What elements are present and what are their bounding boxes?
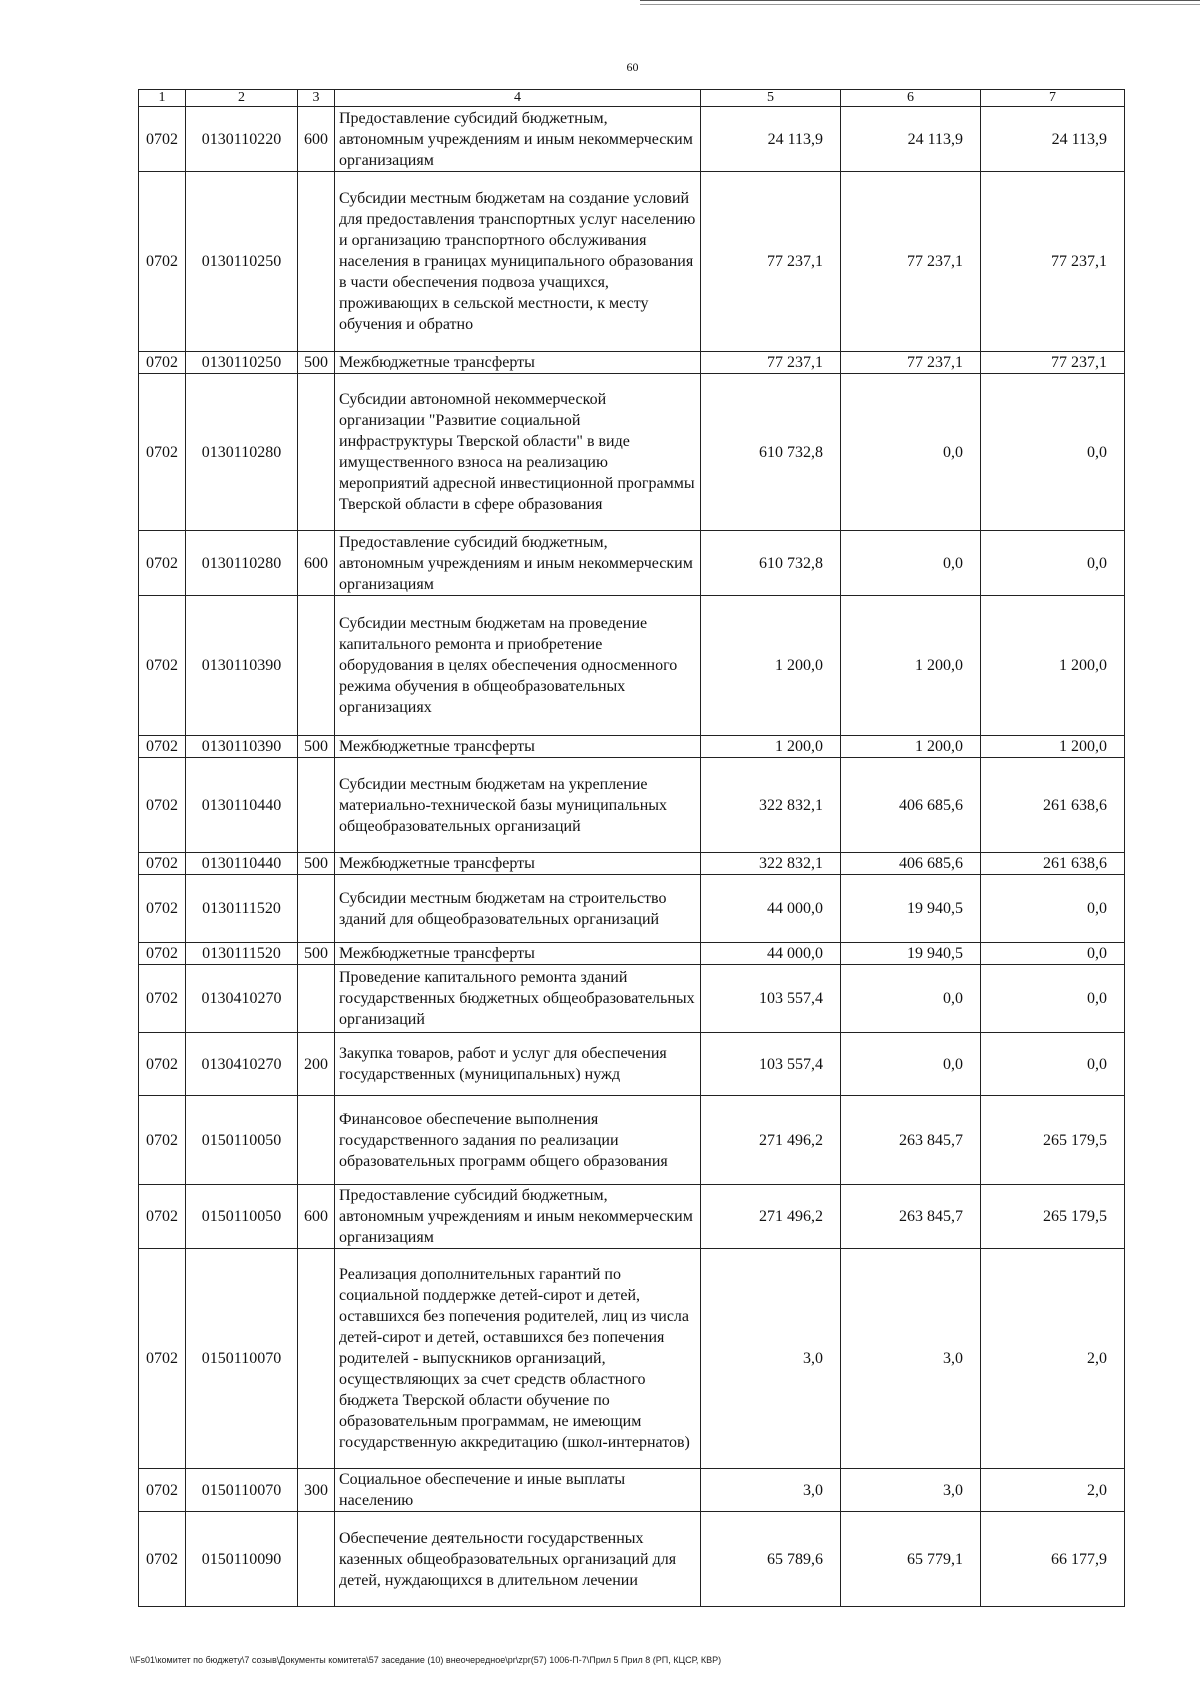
cell-col-4: Субсидии автономной некоммерческой организации "Развитие социальной инфраструктуры Тверской области" в виде имущественного взноса на реализацию мероприятий адресной инвестиционной программы Тверской области в сфере образования <box>335 374 701 531</box>
cell-col-1: 0702 <box>139 374 186 531</box>
cell-col-4: Закупка товаров, работ и услуг для обеспечения государственных (муниципальных) нужд <box>335 1033 701 1096</box>
header-cell: 2 <box>186 90 298 107</box>
header-cell: 3 <box>298 90 335 107</box>
cell-col-4: Межбюджетные трансферты <box>335 352 701 374</box>
cell-col-5: 24 113,9 <box>701 107 841 172</box>
cell-col-2: 0130410270 <box>186 1033 298 1096</box>
cell-col-5: 322 832,1 <box>701 758 841 853</box>
cell-col-5: 3,0 <box>701 1469 841 1512</box>
cell-col-2: 0130410270 <box>186 965 298 1033</box>
cell-col-2: 0130110250 <box>186 352 298 374</box>
cell-col-1: 0702 <box>139 596 186 736</box>
cell-col-2: 0130110390 <box>186 596 298 736</box>
cell-col-6: 406 685,6 <box>841 853 981 875</box>
cell-col-7: 2,0 <box>981 1249 1125 1469</box>
cell-col-5: 44 000,0 <box>701 875 841 943</box>
cell-col-3 <box>298 1096 335 1185</box>
table-row <box>139 736 1125 758</box>
page-number: 60 <box>626 60 639 74</box>
cell-col-7: 2,0 <box>981 1469 1125 1512</box>
cell-col-5: 1 200,0 <box>701 736 841 758</box>
header-cell: 7 <box>981 90 1125 107</box>
cell-col-4: Финансовое обеспечение выполнения государственного задания по реализации образовательных программ общего образования <box>335 1096 701 1185</box>
table-row <box>139 596 1125 736</box>
cell-col-4: Субсидии местным бюджетам на создание условий для предоставления транспортных услуг населению и организацию транспортного обслуживания населения в границах муниципального образования в части обеспечения подвоза учащихся, проживающих в сельской местности, к месту обучения и обратно <box>335 172 701 352</box>
cell-col-7: 0,0 <box>981 943 1125 965</box>
cell-col-6: 0,0 <box>841 531 981 596</box>
cell-col-1: 0702 <box>139 853 186 875</box>
cell-col-4: Предоставление субсидий бюджетным, автономным учреждениям и иным некоммерческим организациям <box>335 107 701 172</box>
cell-col-4: Межбюджетные трансферты <box>335 736 701 758</box>
cell-col-4: Межбюджетные трансферты <box>335 943 701 965</box>
table-row <box>139 943 1125 965</box>
cell-col-1: 0702 <box>139 107 186 172</box>
scan-top-edge-line <box>640 0 1200 5</box>
cell-col-2: 0130110250 <box>186 172 298 352</box>
cell-col-5: 103 557,4 <box>701 965 841 1033</box>
cell-col-7: 265 179,5 <box>981 1096 1125 1185</box>
table-row <box>139 531 1125 596</box>
cell-col-3 <box>298 965 335 1033</box>
cell-col-1: 0702 <box>139 875 186 943</box>
cell-col-5: 103 557,4 <box>701 1033 841 1096</box>
cell-col-2: 0130110440 <box>186 853 298 875</box>
cell-col-3 <box>298 596 335 736</box>
cell-col-1: 0702 <box>139 943 186 965</box>
cell-col-2: 0150110090 <box>186 1512 298 1607</box>
cell-col-3: 600 <box>298 107 335 172</box>
cell-col-6: 19 940,5 <box>841 875 981 943</box>
cell-col-2: 0130110280 <box>186 531 298 596</box>
table-header-row <box>139 90 1125 107</box>
cell-col-1: 0702 <box>139 758 186 853</box>
cell-col-6: 3,0 <box>841 1249 981 1469</box>
cell-col-6: 263 845,7 <box>841 1185 981 1249</box>
cell-col-2: 0130111520 <box>186 943 298 965</box>
cell-col-6: 77 237,1 <box>841 352 981 374</box>
cell-col-7: 66 177,9 <box>981 1512 1125 1607</box>
table-row <box>139 1249 1125 1469</box>
cell-col-3: 600 <box>298 1185 335 1249</box>
cell-col-7: 0,0 <box>981 965 1125 1033</box>
cell-col-5: 77 237,1 <box>701 352 841 374</box>
cell-col-2: 0150110070 <box>186 1469 298 1512</box>
cell-col-4: Субсидии местным бюджетам на проведение капитального ремонта и приобретение оборудования в целях обеспечения односменного режима обучения в общеобразовательных организациях <box>335 596 701 736</box>
cell-col-7: 77 237,1 <box>981 352 1125 374</box>
cell-col-3 <box>298 875 335 943</box>
cell-col-2: 0130111520 <box>186 875 298 943</box>
cell-col-7: 77 237,1 <box>981 172 1125 352</box>
cell-col-1: 0702 <box>139 736 186 758</box>
cell-col-4: Предоставление субсидий бюджетным, автономным учреждениям и иным некоммерческим организациям <box>335 531 701 596</box>
cell-col-1: 0702 <box>139 1033 186 1096</box>
table-row <box>139 758 1125 853</box>
cell-col-5: 610 732,8 <box>701 531 841 596</box>
cell-col-6: 0,0 <box>841 965 981 1033</box>
cell-col-4: Обеспечение деятельности государственных казенных общеобразовательных организаций для детей, нуждающихся в длительном лечении <box>335 1512 701 1607</box>
cell-col-1: 0702 <box>139 1512 186 1607</box>
cell-col-7: 0,0 <box>981 531 1125 596</box>
cell-col-2: 0150110070 <box>186 1249 298 1469</box>
cell-col-4: Субсидии местным бюджетам на строительство зданий для общеобразовательных организаций <box>335 875 701 943</box>
cell-col-4: Предоставление субсидий бюджетным, автономным учреждениям и иным некоммерческим организациям <box>335 1185 701 1249</box>
table-row <box>139 1033 1125 1096</box>
table-row <box>139 1512 1125 1607</box>
cell-col-3: 500 <box>298 853 335 875</box>
cell-col-3 <box>298 1249 335 1469</box>
table-row <box>139 374 1125 531</box>
table-row <box>139 875 1125 943</box>
cell-col-6: 65 779,1 <box>841 1512 981 1607</box>
cell-col-2: 0130110280 <box>186 374 298 531</box>
cell-col-5: 44 000,0 <box>701 943 841 965</box>
cell-col-6: 1 200,0 <box>841 736 981 758</box>
cell-col-4: Социальное обеспечение и иные выплаты населению <box>335 1469 701 1512</box>
cell-col-1: 0702 <box>139 1185 186 1249</box>
cell-col-3 <box>298 374 335 531</box>
cell-col-6: 406 685,6 <box>841 758 981 853</box>
cell-col-5: 3,0 <box>701 1249 841 1469</box>
cell-col-7: 265 179,5 <box>981 1185 1125 1249</box>
cell-col-6: 0,0 <box>841 1033 981 1096</box>
table-row <box>139 172 1125 352</box>
cell-col-6: 3,0 <box>841 1469 981 1512</box>
cell-col-2: 0130110440 <box>186 758 298 853</box>
cell-col-3: 200 <box>298 1033 335 1096</box>
cell-col-5: 65 789,6 <box>701 1512 841 1607</box>
cell-col-7: 261 638,6 <box>981 758 1125 853</box>
header-cell: 1 <box>139 90 186 107</box>
cell-col-2: 0150110050 <box>186 1185 298 1249</box>
cell-col-1: 0702 <box>139 965 186 1033</box>
cell-col-6: 1 200,0 <box>841 596 981 736</box>
cell-col-7: 24 113,9 <box>981 107 1125 172</box>
cell-col-7: 1 200,0 <box>981 736 1125 758</box>
cell-col-1: 0702 <box>139 1096 186 1185</box>
table-row <box>139 1469 1125 1512</box>
cell-col-5: 322 832,1 <box>701 853 841 875</box>
cell-col-5: 1 200,0 <box>701 596 841 736</box>
table-row <box>139 1185 1125 1249</box>
cell-col-7: 0,0 <box>981 374 1125 531</box>
cell-col-2: 0130110220 <box>186 107 298 172</box>
table-row <box>139 1096 1125 1185</box>
cell-col-6: 263 845,7 <box>841 1096 981 1185</box>
cell-col-3: 500 <box>298 943 335 965</box>
cell-col-1: 0702 <box>139 172 186 352</box>
cell-col-6: 0,0 <box>841 374 981 531</box>
cell-col-6: 24 113,9 <box>841 107 981 172</box>
cell-col-5: 271 496,2 <box>701 1096 841 1185</box>
table-row <box>139 352 1125 374</box>
cell-col-4: Проведение капитального ремонта зданий государственных бюджетных общеобразовательных организаций <box>335 965 701 1033</box>
cell-col-7: 0,0 <box>981 875 1125 943</box>
cell-col-5: 610 732,8 <box>701 374 841 531</box>
cell-col-1: 0702 <box>139 1469 186 1512</box>
cell-col-6: 77 237,1 <box>841 172 981 352</box>
cell-col-1: 0702 <box>139 1249 186 1469</box>
cell-col-4: Межбюджетные трансферты <box>335 853 701 875</box>
cell-col-1: 0702 <box>139 352 186 374</box>
header-cell: 4 <box>335 90 701 107</box>
cell-col-3 <box>298 758 335 853</box>
cell-col-3: 500 <box>298 352 335 374</box>
cell-col-6: 19 940,5 <box>841 943 981 965</box>
cell-col-7: 0,0 <box>981 1033 1125 1096</box>
table-row <box>139 853 1125 875</box>
cell-col-5: 271 496,2 <box>701 1185 841 1249</box>
header-cell: 5 <box>701 90 841 107</box>
file-path-footer: \\Fs01\комитет по бюджету\7 созыв\Документы комитета\57 заседание (10) внеочередное\pr\zpr(57) 1006-П-7\Прил 5 Прил 8 (РП, КЦСР, КВР) <box>130 1655 722 1665</box>
cell-col-3: 600 <box>298 531 335 596</box>
cell-col-4: Субсидии местным бюджетам на укрепление материально-технической базы муниципальных общеобразовательных организаций <box>335 758 701 853</box>
cell-col-7: 261 638,6 <box>981 853 1125 875</box>
cell-col-2: 0130110390 <box>186 736 298 758</box>
table-row <box>139 965 1125 1033</box>
cell-col-3: 500 <box>298 736 335 758</box>
cell-col-5: 77 237,1 <box>701 172 841 352</box>
cell-col-1: 0702 <box>139 531 186 596</box>
cell-col-4: Реализация дополнительных гарантий по социальной поддержке детей-сирот и детей, оставшихся без попечения родителей, лиц из числа детей-сирот и детей, оставшихся без попечения родителей - выпускников организаций, осуществляющих за счет средств областного бюджета Тверской области обучение по образовательным программам, не имеющим государственную аккредитацию (школ-интернатов) <box>335 1249 701 1469</box>
budget-table <box>138 89 1125 1607</box>
cell-col-3 <box>298 172 335 352</box>
cell-col-3 <box>298 1512 335 1607</box>
cell-col-2: 0150110050 <box>186 1096 298 1185</box>
cell-col-7: 1 200,0 <box>981 596 1125 736</box>
cell-col-3: 300 <box>298 1469 335 1512</box>
table-row <box>139 107 1125 172</box>
header-cell: 6 <box>841 90 981 107</box>
